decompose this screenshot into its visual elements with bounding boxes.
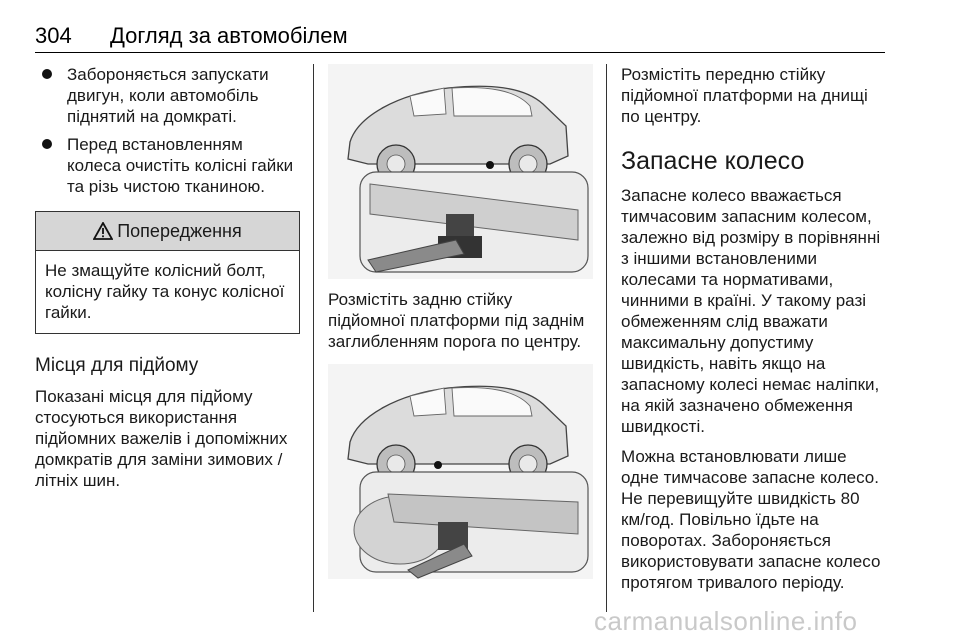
warning-box bbox=[35, 211, 300, 334]
front-lift-caption: Розмістіть передню стійку підйомної платформи на днищі по центру. bbox=[621, 65, 868, 126]
bullet-text: Перед встановленням колеса очистіть колісні гайки та різь чистою тканиною. bbox=[67, 135, 294, 196]
warning-title: Попередження bbox=[117, 220, 242, 241]
spare-wheel-paragraph-1: Запасне колесо вважається тимчасовим запасним колесом, залежно від розміру в порівнянні з іншими встановленими колесами та нормативами, чинними в країні. У такому разі обмеженням слід вважати максимальну допустиму швидкість, навіть якщо на запасному колесі немає наліпки, на якій зазначено обмеження швидкості. bbox=[621, 186, 881, 436]
watermark: carmanualsonline.info bbox=[594, 606, 858, 636]
car-rear-lift-point-illustration bbox=[328, 64, 593, 279]
bullet-item bbox=[35, 64, 300, 127]
warning-header bbox=[36, 212, 299, 251]
bullet-dot-icon bbox=[42, 139, 52, 149]
spare-wheel-heading: Запасне колесо bbox=[621, 147, 805, 175]
bullet-text: Забороняється запускати двигун, коли автомобіль піднятий на домкраті. bbox=[67, 65, 269, 126]
warning-triangle-icon bbox=[93, 222, 113, 240]
column-divider bbox=[606, 64, 607, 612]
page-header bbox=[35, 24, 885, 53]
column-1 bbox=[35, 64, 300, 491]
lift-points-heading: Місця для підйому bbox=[35, 355, 199, 376]
car-front-lift-point-illustration bbox=[328, 364, 593, 579]
bullet-item bbox=[35, 134, 300, 197]
bullet-dot-icon bbox=[42, 69, 52, 79]
lift-points-text: Показані місця для підйому стосуються використання підйомних важелів і допоміжних домкратів для заміни зимових / літніх шин. bbox=[35, 387, 288, 490]
rear-lift-caption: Розмістіть задню стійку підйомної платформи під заднім заглибленням порога по центру. bbox=[328, 290, 585, 351]
spare-wheel-paragraph-2: Можна встановлювати лише одне тимчасове запасне колесо. Не перевищуйте швидкість 80 км/год. Повільно їдьте на поворотах. Забороняється використовувати запасне колесо протягом тривалого періоду. bbox=[621, 447, 881, 592]
column-3 bbox=[621, 64, 886, 593]
column-divider bbox=[313, 64, 314, 612]
section-title: Догляд за автомобілем bbox=[110, 23, 348, 48]
page-number: 304 bbox=[35, 23, 72, 48]
warning-text: Не змащуйте колісний болт, колісну гайку та конус колісної гайки. bbox=[45, 261, 285, 322]
column-2 bbox=[328, 64, 593, 579]
